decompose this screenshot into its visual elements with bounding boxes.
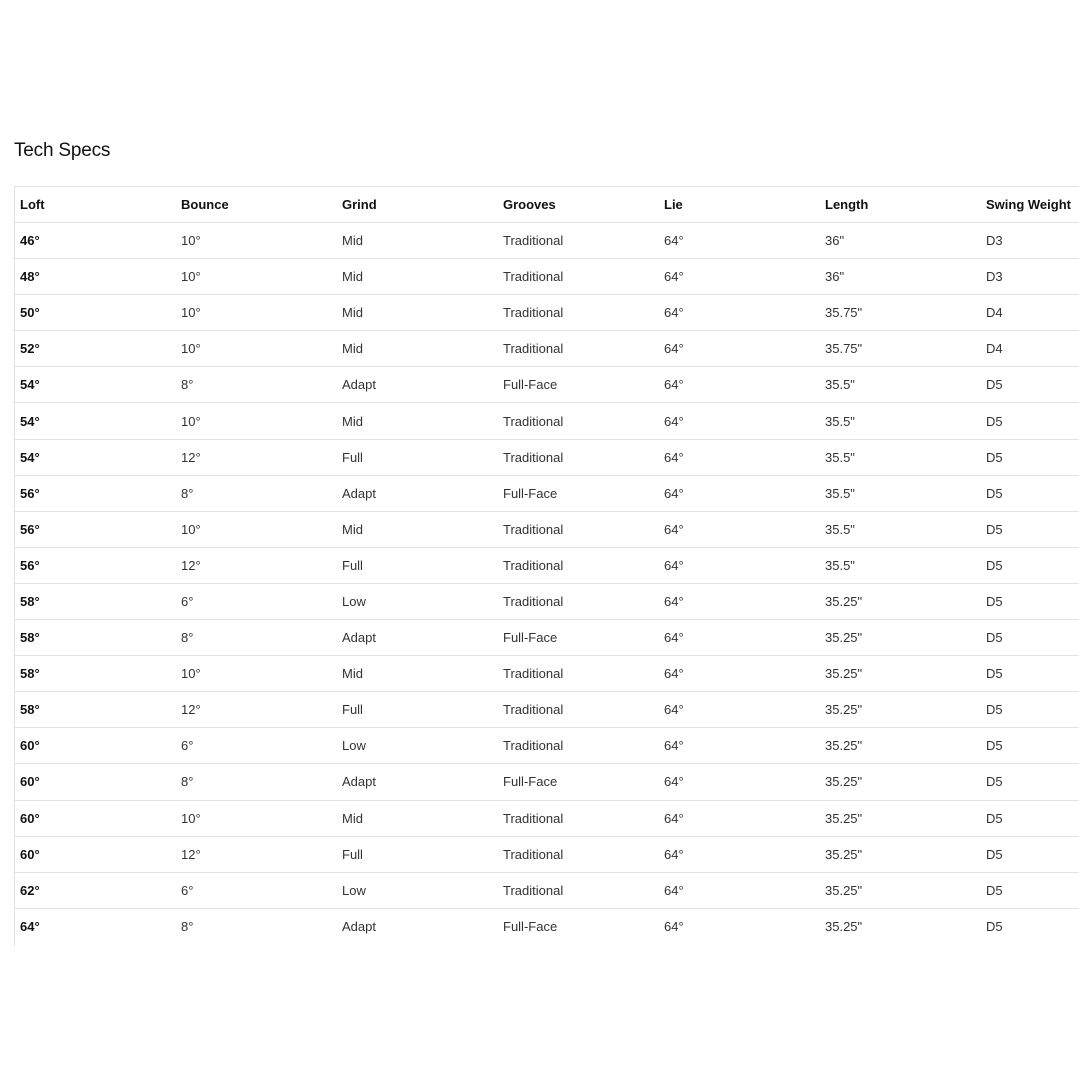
table-row	[15, 656, 1079, 692]
length-cell: 35.25"	[820, 583, 981, 619]
bounce-cell: 12°	[176, 439, 337, 475]
tech-specs-table-container	[14, 186, 1079, 946]
table-row	[15, 620, 1079, 656]
lie-cell: 64°	[659, 872, 820, 908]
loft-cell: 58°	[15, 656, 176, 692]
loft-cell: 60°	[15, 800, 176, 836]
length-cell: 35.25"	[820, 692, 981, 728]
swing-weight-cell: D5	[981, 728, 1079, 764]
table-row	[15, 547, 1079, 583]
lie-cell: 64°	[659, 259, 820, 295]
lie-cell: 64°	[659, 800, 820, 836]
loft-cell: 52°	[15, 331, 176, 367]
lie-cell: 64°	[659, 511, 820, 547]
table-row	[15, 908, 1079, 944]
grooves-cell: Traditional	[498, 439, 659, 475]
bounce-cell: 8°	[176, 475, 337, 511]
bounce-cell: 8°	[176, 764, 337, 800]
table-row	[15, 836, 1079, 872]
lie-cell: 64°	[659, 764, 820, 800]
bounce-cell: 10°	[176, 295, 337, 331]
grind-cell: Low	[337, 728, 498, 764]
lie-cell: 64°	[659, 475, 820, 511]
swing-weight-cell: D5	[981, 367, 1079, 403]
bounce-cell: 8°	[176, 620, 337, 656]
loft-cell: 56°	[15, 475, 176, 511]
grooves-cell: Traditional	[498, 692, 659, 728]
swing-weight-cell: D5	[981, 656, 1079, 692]
loft-cell: 58°	[15, 620, 176, 656]
lie-cell: 64°	[659, 331, 820, 367]
table-row	[15, 367, 1079, 403]
column-header-lie: Lie	[659, 187, 820, 223]
grooves-cell: Full-Face	[498, 367, 659, 403]
grind-cell: Full	[337, 547, 498, 583]
grooves-cell: Traditional	[498, 836, 659, 872]
grind-cell: Full	[337, 692, 498, 728]
loft-cell: 58°	[15, 583, 176, 619]
lie-cell: 64°	[659, 836, 820, 872]
grooves-cell: Traditional	[498, 547, 659, 583]
grooves-cell: Traditional	[498, 728, 659, 764]
table-row	[15, 475, 1079, 511]
swing-weight-cell: D5	[981, 908, 1079, 944]
table-header-row	[15, 187, 1079, 223]
lie-cell: 64°	[659, 728, 820, 764]
grind-cell: Low	[337, 583, 498, 619]
page-title: Tech Specs	[14, 140, 111, 161]
grooves-cell: Full-Face	[498, 908, 659, 944]
length-cell: 35.5"	[820, 511, 981, 547]
grooves-cell: Traditional	[498, 331, 659, 367]
bounce-cell: 12°	[176, 547, 337, 583]
swing-weight-cell: D5	[981, 547, 1079, 583]
length-cell: 35.5"	[820, 439, 981, 475]
bounce-cell: 12°	[176, 692, 337, 728]
swing-weight-cell: D5	[981, 764, 1079, 800]
grind-cell: Mid	[337, 259, 498, 295]
length-cell: 35.25"	[820, 908, 981, 944]
table-row	[15, 295, 1079, 331]
grooves-cell: Traditional	[498, 223, 659, 259]
column-header-grind: Grind	[337, 187, 498, 223]
length-cell: 35.5"	[820, 367, 981, 403]
swing-weight-cell: D5	[981, 475, 1079, 511]
lie-cell: 64°	[659, 403, 820, 439]
bounce-cell: 10°	[176, 403, 337, 439]
swing-weight-cell: D5	[981, 511, 1079, 547]
lie-cell: 64°	[659, 908, 820, 944]
bounce-cell: 6°	[176, 872, 337, 908]
grind-cell: Mid	[337, 511, 498, 547]
grooves-cell: Traditional	[498, 295, 659, 331]
bounce-cell: 8°	[176, 367, 337, 403]
lie-cell: 64°	[659, 620, 820, 656]
loft-cell: 46°	[15, 223, 176, 259]
lie-cell: 64°	[659, 656, 820, 692]
table-row	[15, 800, 1079, 836]
grooves-cell: Traditional	[498, 656, 659, 692]
table-row	[15, 728, 1079, 764]
swing-weight-cell: D3	[981, 223, 1079, 259]
loft-cell: 54°	[15, 439, 176, 475]
bounce-cell: 10°	[176, 223, 337, 259]
swing-weight-cell: D5	[981, 872, 1079, 908]
grind-cell: Adapt	[337, 620, 498, 656]
grooves-cell: Traditional	[498, 800, 659, 836]
grind-cell: Adapt	[337, 764, 498, 800]
lie-cell: 64°	[659, 547, 820, 583]
length-cell: 35.25"	[820, 836, 981, 872]
grind-cell: Mid	[337, 656, 498, 692]
swing-weight-cell: D4	[981, 295, 1079, 331]
loft-cell: 60°	[15, 764, 176, 800]
swing-weight-cell: D5	[981, 836, 1079, 872]
length-cell: 35.25"	[820, 872, 981, 908]
length-cell: 35.25"	[820, 764, 981, 800]
table-row	[15, 692, 1079, 728]
loft-cell: 60°	[15, 728, 176, 764]
loft-cell: 62°	[15, 872, 176, 908]
swing-weight-cell: D5	[981, 583, 1079, 619]
length-cell: 35.25"	[820, 728, 981, 764]
lie-cell: 64°	[659, 367, 820, 403]
bounce-cell: 10°	[176, 511, 337, 547]
lie-cell: 64°	[659, 223, 820, 259]
column-header-length: Length	[820, 187, 981, 223]
grind-cell: Mid	[337, 295, 498, 331]
loft-cell: 54°	[15, 403, 176, 439]
bounce-cell: 10°	[176, 331, 337, 367]
loft-cell: 58°	[15, 692, 176, 728]
swing-weight-cell: D4	[981, 331, 1079, 367]
grind-cell: Low	[337, 872, 498, 908]
bounce-cell: 10°	[176, 800, 337, 836]
table-row	[15, 259, 1079, 295]
length-cell: 35.5"	[820, 403, 981, 439]
grind-cell: Full	[337, 439, 498, 475]
grooves-cell: Full-Face	[498, 475, 659, 511]
grooves-cell: Traditional	[498, 872, 659, 908]
grooves-cell: Traditional	[498, 403, 659, 439]
grind-cell: Mid	[337, 223, 498, 259]
grind-cell: Adapt	[337, 908, 498, 944]
loft-cell: 54°	[15, 367, 176, 403]
bounce-cell: 10°	[176, 259, 337, 295]
length-cell: 35.25"	[820, 656, 981, 692]
table-body	[15, 223, 1079, 945]
lie-cell: 64°	[659, 439, 820, 475]
loft-cell: 56°	[15, 511, 176, 547]
length-cell: 36"	[820, 223, 981, 259]
length-cell: 35.75"	[820, 331, 981, 367]
length-cell: 35.25"	[820, 620, 981, 656]
grooves-cell: Full-Face	[498, 620, 659, 656]
table-row	[15, 583, 1079, 619]
table-row	[15, 511, 1079, 547]
grind-cell: Mid	[337, 403, 498, 439]
column-header-grooves: Grooves	[498, 187, 659, 223]
swing-weight-cell: D5	[981, 439, 1079, 475]
loft-cell: 50°	[15, 295, 176, 331]
length-cell: 35.5"	[820, 475, 981, 511]
table-row	[15, 872, 1079, 908]
bounce-cell: 10°	[176, 656, 337, 692]
column-header-swing-weight: Swing Weight	[981, 187, 1079, 223]
swing-weight-cell: D5	[981, 692, 1079, 728]
loft-cell: 48°	[15, 259, 176, 295]
length-cell: 35.75"	[820, 295, 981, 331]
grind-cell: Mid	[337, 800, 498, 836]
swing-weight-cell: D5	[981, 403, 1079, 439]
grind-cell: Full	[337, 836, 498, 872]
swing-weight-cell: D5	[981, 800, 1079, 836]
lie-cell: 64°	[659, 295, 820, 331]
column-header-loft: Loft	[15, 187, 176, 223]
bounce-cell: 12°	[176, 836, 337, 872]
grooves-cell: Traditional	[498, 511, 659, 547]
grooves-cell: Traditional	[498, 583, 659, 619]
loft-cell: 64°	[15, 908, 176, 944]
tech-specs-table	[15, 186, 1079, 944]
grooves-cell: Full-Face	[498, 764, 659, 800]
bounce-cell: 6°	[176, 583, 337, 619]
column-header-bounce: Bounce	[176, 187, 337, 223]
table-row	[15, 403, 1079, 439]
grooves-cell: Traditional	[498, 259, 659, 295]
length-cell: 36"	[820, 259, 981, 295]
grind-cell: Adapt	[337, 367, 498, 403]
lie-cell: 64°	[659, 583, 820, 619]
length-cell: 35.5"	[820, 547, 981, 583]
lie-cell: 64°	[659, 692, 820, 728]
table-row	[15, 223, 1079, 259]
bounce-cell: 6°	[176, 728, 337, 764]
grind-cell: Adapt	[337, 475, 498, 511]
swing-weight-cell: D3	[981, 259, 1079, 295]
loft-cell: 60°	[15, 836, 176, 872]
loft-cell: 56°	[15, 547, 176, 583]
length-cell: 35.25"	[820, 800, 981, 836]
table-row	[15, 764, 1079, 800]
swing-weight-cell: D5	[981, 620, 1079, 656]
table-row	[15, 439, 1079, 475]
grind-cell: Mid	[337, 331, 498, 367]
table-row	[15, 331, 1079, 367]
bounce-cell: 8°	[176, 908, 337, 944]
